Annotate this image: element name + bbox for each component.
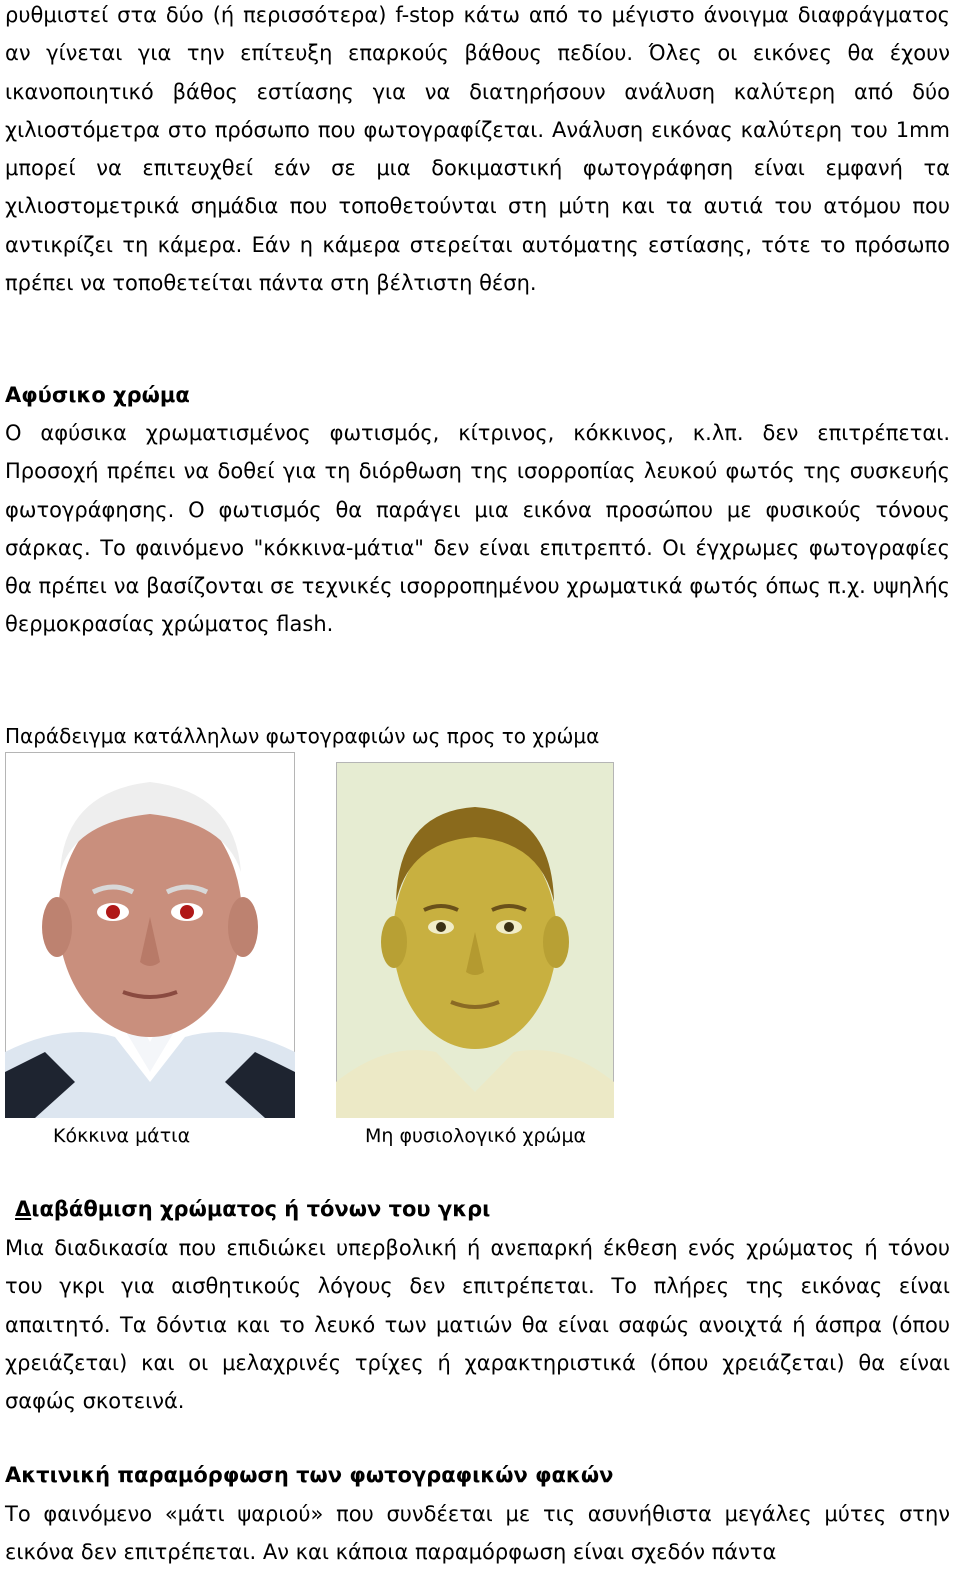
unnatural-color-photo	[336, 762, 614, 1118]
unnatural-color-caption: Μη φυσιολογικό χρώμα	[365, 1125, 587, 1147]
unnatural-color-paragraph: Ο αφύσικα χρωματισμένος φωτισμός, κίτρινος, κόκκινος, κ.λπ. δεν επιτρέπεται. Προσοχή πρέπει να δοθεί για τη διόρθωση της ισορροπίας λευκού φωτός της συσκευής φωτογράφησης. Ο φωτισμός θα παράγει μια εικόνα προσώπου με φυσικούς τόνους σάρκας. Το φαινόμενο "κόκκινα-μάτια" δεν είναι επιτρεπτό. Οι έγχρωμες φωτογραφίες θα πρέπει να βασίζονται σε τεχνικές ισορροπημένου χρωματικά φωτός όπως π.χ. υψηλής θερμοκρασίας χρώματος flash.	[5, 421, 950, 637]
lens-distortion-paragraph: Το φαινόμενο «μάτι ψαριού» που συνδέεται με τις ασυνήθιστα μεγάλες μύτες στην εικόνα δεν επιτρέπεται. Αν και κάποια παραμόρφωση είναι σχεδόν πάντα	[5, 1502, 950, 1565]
red-eyes-caption: Κόκκινα μάτια	[53, 1125, 191, 1147]
red-eyes-photo	[5, 752, 295, 1118]
photo-1-red-eye-left	[106, 905, 120, 919]
red-eyes-portrait-image	[5, 752, 295, 1118]
unnatural-color-heading: Αφύσικο χρώμα	[5, 383, 190, 407]
photo-1-red-eye-right	[180, 905, 194, 919]
unnatural-color-portrait-image	[336, 762, 614, 1118]
gray-grading-paragraph: Μια διαδικασία που επιδιώκει υπερβολική ή ανεπαρκή έκθεση ενός χρώματος ή τόνου του γκρι για αισθητικούς λόγους δεν επιτρέπεται. Το πλήρες της εικόνας είναι απαιτητό. Τα δόντια και το λευκό των ματιών θα είναι σαφώς ανοιχτά ή άσπρα (όπου χρειάζεται) και οι μελαχρινές τρίχες ή χαρακτηριστικά (όπου χρειάζεται) θα είναι σαφώς σκοτεινά.	[5, 1236, 950, 1414]
examples-title: Παράδειγμα κατάλληλων φωτογραφιών ως προς το χρώμα	[5, 724, 600, 748]
lens-distortion-heading: Ακτινική παραμόρφωση των φωτογραφικών φακών	[5, 1463, 614, 1487]
intro-paragraph: ρυθμιστεί στα δύο (ή περισσότερα) f-stop κάτω από το μέγιστο άνοιγμα διαφράγματος αν γίνεται για την επίτευξη επαρκούς βάθους πεδίου. Όλες οι εικόνες θα έχουν ικανοποιητικό βάθος εστίασης για να διατηρήσουν ανάλυση καλύτερη από δύο χιλιοστόμετρα στο πρόσωπο που φωτογραφίζεται. Ανάλυση εικόνας καλύτερη του 1mm μπορεί να επιτευχθεί εάν σε μια δοκιμαστική φωτογράφηση είναι εμφανή τα χιλιοστομετρικά σημάδια που τοποθετούνται στη μύτη και τα αυτιά του ατόμου που αντικρίζει τη κάμερα. Εάν η κάμερα στερείται αυτόματης εστίασης, τότε το πρόσωπο πρέπει να τοποθετείται πάντα στη βέλτιστη θέση.	[5, 3, 950, 296]
gray-grading-heading: Διαβάθμιση χρώματος ή τόνων του γκρι	[15, 1197, 491, 1221]
